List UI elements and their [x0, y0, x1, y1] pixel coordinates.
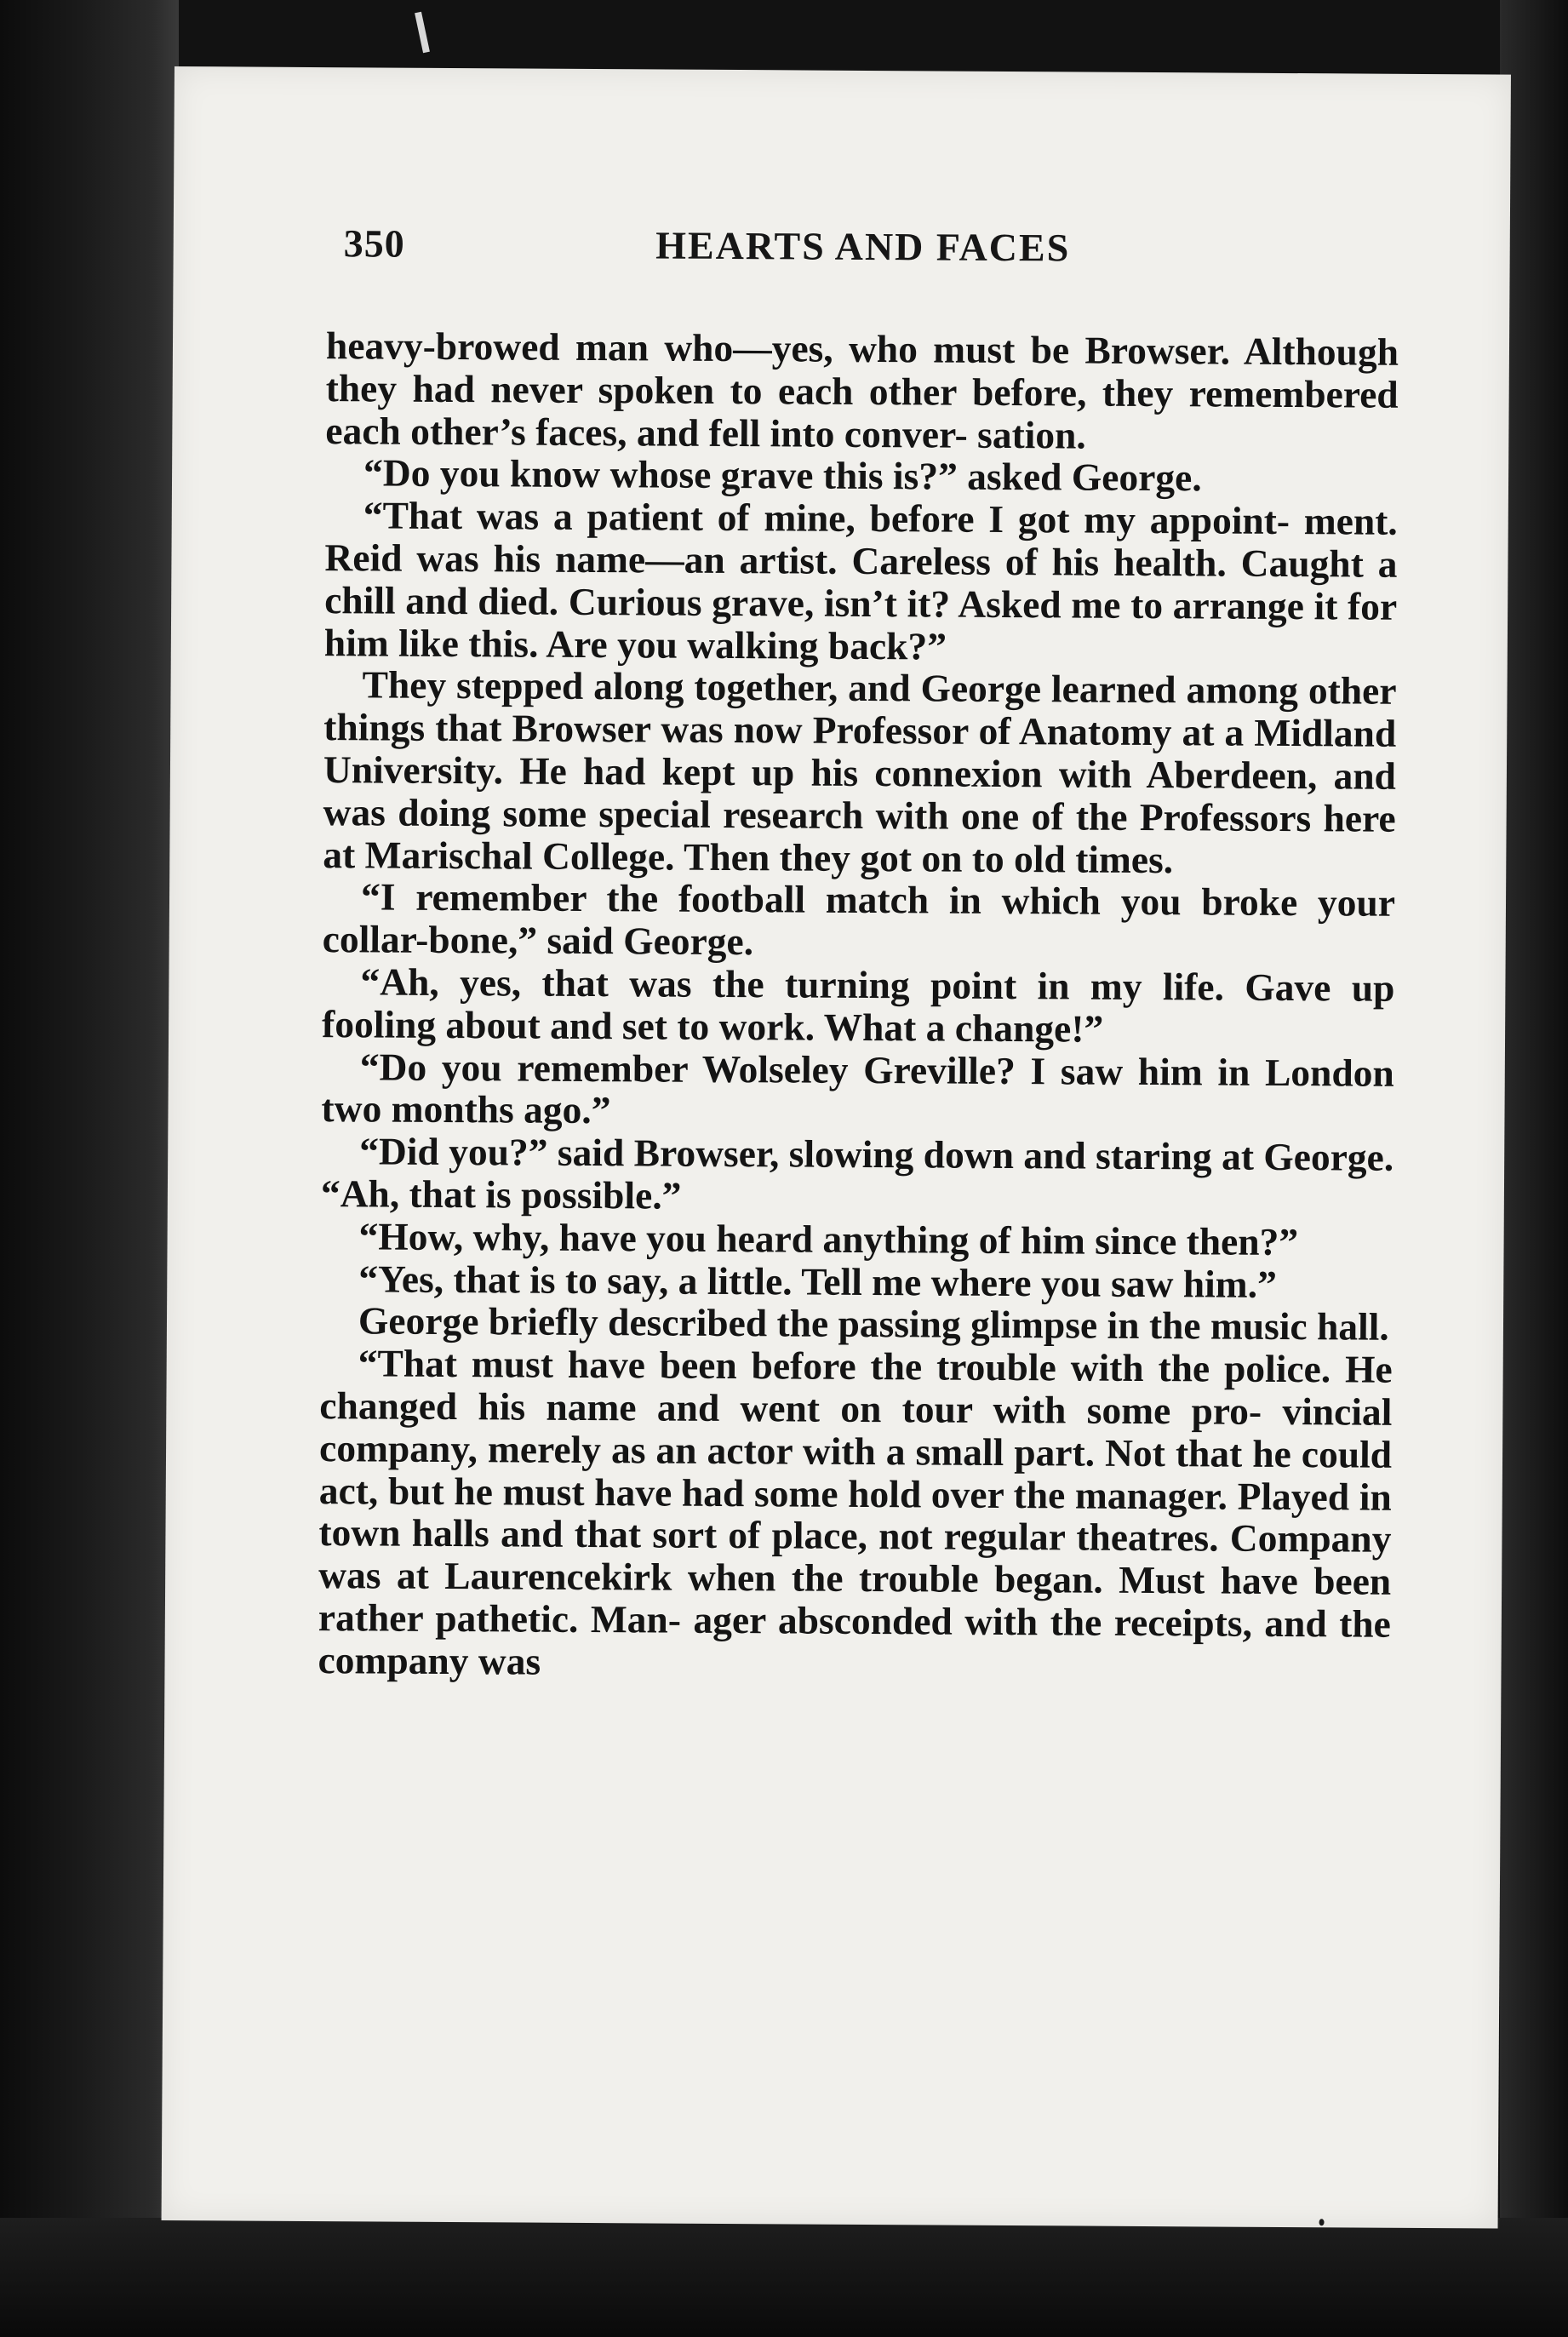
scan-border-bottom [0, 2218, 1568, 2337]
page-number: 350 [343, 221, 405, 266]
paragraph: George briefly described the passing glimpse in the music hall. [358, 1298, 1389, 1349]
paragraph: “That must have been before the trouble with the police. He changed his name and went on tour with some pro- vincial company, merely as an actor with a small part. Not that he could act, but he must have had some hold over the manager. Played in town halls and that sort of place, not regular theatres. Company was at Laurencekirk when the trouble began. Must have been rather pathetic. Man- ager absconded with the receipts, and the company was [318, 1341, 1393, 1683]
ink-speck [1319, 2219, 1325, 2225]
body-text [318, 324, 1399, 1687]
scan-border-right [1500, 0, 1568, 2337]
paragraph: They stepped along together, and George learned among other things that Browser was now Professor of Anatomy at a Midland University. He had kept up his connexion with Aberdeen, and was doing some special research with one of the Professors here at Marischal College. Then they got on to old times. [323, 662, 1397, 881]
paragraph: “Do you know whose grave this is?” asked George. [363, 450, 1202, 500]
paragraph: “Do you remember Wolseley Greville? I saw him in London two months ago.” [321, 1044, 1394, 1132]
paragraph: “Ah, yes, that was the turning point in my life. Gave up fooling about and set to work. What a change!” [321, 959, 1395, 1051]
page-header [326, 221, 1399, 295]
paragraph: “Did you?” said Browser, slowing down and staring at George. “Ah, that is possible.” [320, 1129, 1394, 1217]
running-title: HEARTS AND FACES [655, 223, 1071, 270]
page-content [318, 221, 1399, 1687]
scan-border-left [0, 0, 179, 2337]
paragraph: “That was a patient of mine, before I got my appoint- ment. Reid was his name—an artist. Careless of his health. Caught a chill and died. Curious grave, isn’t it? Asked me to arrange it for him like this. Are you walking back?” [323, 493, 1398, 668]
paragraph: “I remember the football match in which you broke your collar-bone,” said George. [322, 874, 1396, 964]
paragraph: “How, why, have you heard anything of him since then?” [358, 1214, 1299, 1263]
book-page [162, 66, 1511, 2229]
paragraph: “Yes, that is to say, a little. Tell me where you saw him.” [358, 1256, 1277, 1306]
paragraph: heavy-browed man who—yes, who must be Browser. Although they had never spoken to each other before, they remembered each other’s faces, and fell into conver- sation. [325, 324, 1399, 457]
scan-mark [415, 12, 430, 54]
